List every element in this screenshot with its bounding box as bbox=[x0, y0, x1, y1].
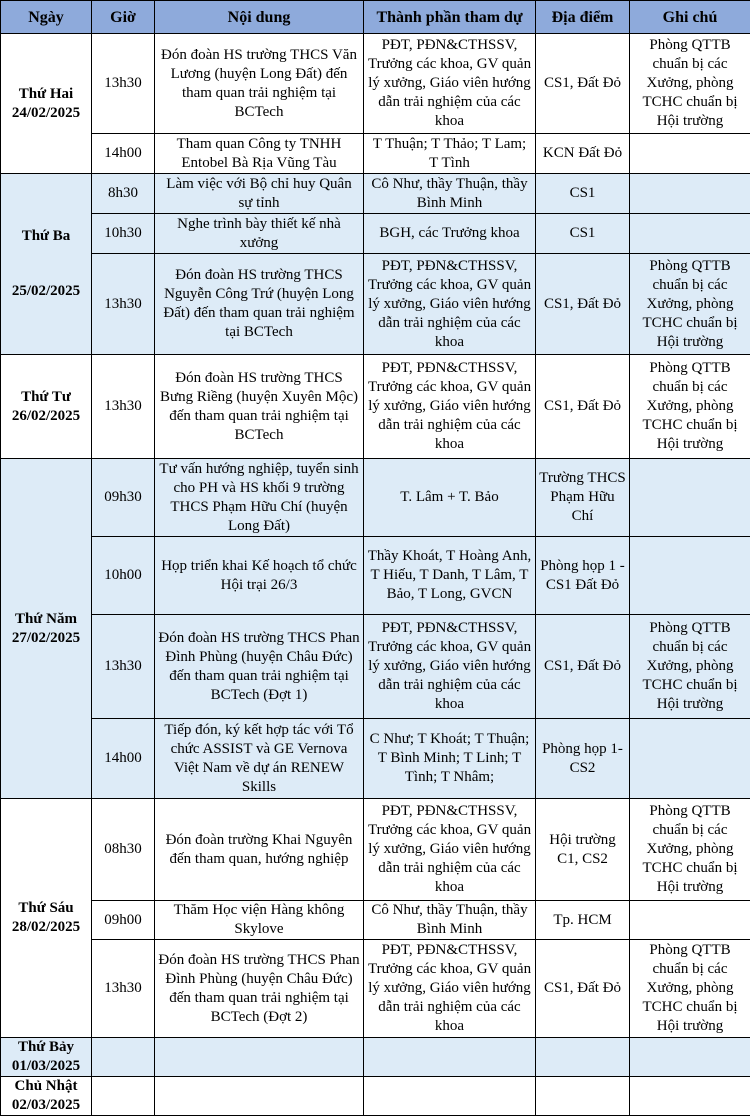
content-cell: Tư vấn hướng nghiệp, tuyển sinh cho PH và HS khối 9 trường THCS Phạm Hữu Chí (huyện Long Đất) bbox=[155, 459, 364, 537]
day-name: Thứ Sáu bbox=[18, 900, 73, 916]
content-cell: Đón đoàn HS trường THCS Văn Lương (huyện Long Đất) đến tham quan trải nghiệm tại BCTech bbox=[155, 34, 364, 134]
time-cell: 13h30 bbox=[92, 615, 155, 719]
note-cell: Phòng QTTB chuẩn bị các Xưởng, phòng TCHC chuẩn bị Hội trường bbox=[630, 34, 750, 134]
table-row bbox=[1, 355, 750, 459]
note-cell bbox=[630, 459, 750, 537]
time-cell: 09h00 bbox=[92, 901, 155, 940]
location-cell bbox=[536, 1077, 630, 1116]
day-date: 02/03/2025 bbox=[12, 1097, 80, 1113]
participants-cell: PĐT, PĐN&CTHSSV, Trưởng các khoa, GV quản lý xưởng, Giáo viên hướng dẫn trải nghiệm của các khoa bbox=[364, 799, 536, 901]
content-cell: Đón đoàn HS trường THCS Nguyễn Công Trứ (huyện Long Đất) đến tham quan trải nghiệm tại BCTech bbox=[155, 254, 364, 355]
day-cell-saturday bbox=[1, 1038, 92, 1077]
table-row bbox=[1, 799, 750, 901]
header-day: Ngày bbox=[1, 1, 92, 34]
note-cell: Phòng QTTB chuẩn bị các Xưởng, phòng TCHC chuẩn bị Hội trường bbox=[630, 615, 750, 719]
note-cell bbox=[630, 174, 750, 214]
location-cell: CS1, Đất Đỏ bbox=[536, 34, 630, 134]
table-row bbox=[1, 1038, 750, 1077]
day-name: Thứ Tư bbox=[21, 389, 71, 405]
participants-cell: BGH, các Trưởng khoa bbox=[364, 214, 536, 254]
table-row bbox=[1, 615, 750, 719]
time-cell: 10h00 bbox=[92, 537, 155, 615]
participants-cell: PĐT, PĐN&CTHSSV, Trưởng các khoa, GV quản lý xưởng, Giáo viên hướng dẫn trải nghiệm của các khoa bbox=[364, 254, 536, 355]
participants-cell: Cô Như, thầy Thuận, thầy Bình Minh bbox=[364, 174, 536, 214]
content-cell: Nghe trình bày thiết kế nhà xưởng bbox=[155, 214, 364, 254]
table-row bbox=[1, 174, 750, 214]
note-cell: Phòng QTTB chuẩn bị các Xưởng, phòng TCHC chuẩn bị Hội trường bbox=[630, 940, 750, 1038]
day-cell-tuesday bbox=[1, 174, 92, 355]
participants-cell bbox=[364, 1038, 536, 1077]
table-row bbox=[1, 901, 750, 940]
location-cell bbox=[536, 1038, 630, 1077]
time-cell: 13h30 bbox=[92, 940, 155, 1038]
day-cell-wednesday bbox=[1, 355, 92, 459]
header-time: Giờ bbox=[92, 1, 155, 34]
note-cell bbox=[630, 537, 750, 615]
content-cell: Đón đoàn HS trường THCS Phan Đình Phùng (huyện Châu Đức) đến tham quan trải nghiệm tại BCTech (Đợt 1) bbox=[155, 615, 364, 719]
note-cell bbox=[630, 1077, 750, 1116]
location-cell: CS1 bbox=[536, 214, 630, 254]
time-cell: 10h30 bbox=[92, 214, 155, 254]
participants-cell: Thầy Khoát, T Hoàng Anh, T Hiếu, T Danh, T Lâm, T Bảo, T Long, GVCN bbox=[364, 537, 536, 615]
day-date: 27/02/2025 bbox=[12, 630, 80, 646]
content-cell bbox=[155, 1077, 364, 1116]
table-row bbox=[1, 254, 750, 355]
location-cell: CS1, Đất Đỏ bbox=[536, 254, 630, 355]
table-row bbox=[1, 1077, 750, 1116]
note-cell: Phòng QTTB chuẩn bị các Xưởng, phòng TCHC chuẩn bị Hội trường bbox=[630, 799, 750, 901]
header-note: Ghi chú bbox=[630, 1, 750, 34]
time-cell: 13h30 bbox=[92, 34, 155, 134]
day-date: 24/02/2025 bbox=[12, 105, 80, 121]
content-cell: Tham quan Công ty TNHH Entobel Bà Rịa Vũng Tàu bbox=[155, 134, 364, 174]
table-row bbox=[1, 134, 750, 174]
participants-cell: T Thuận; T Thảo; T Lam; T Tình bbox=[364, 134, 536, 174]
day-cell-thursday bbox=[1, 459, 92, 799]
location-cell: CS1, Đất Đỏ bbox=[536, 615, 630, 719]
location-cell: CS1, Đất Đỏ bbox=[536, 940, 630, 1038]
location-cell: Phòng họp 1 - CS1 Đất Đỏ bbox=[536, 537, 630, 615]
time-cell: 08h30 bbox=[92, 799, 155, 901]
participants-cell bbox=[364, 1077, 536, 1116]
note-cell: Phòng QTTB chuẩn bị các Xưởng, phòng TCHC chuẩn bị Hội trường bbox=[630, 254, 750, 355]
location-cell: KCN Đất Đỏ bbox=[536, 134, 630, 174]
participants-cell: PĐT, PĐN&CTHSSV, Trưởng các khoa, GV quản lý xưởng, Giáo viên hướng dẫn trải nghiệm của các khoa bbox=[364, 34, 536, 134]
time-cell: 13h30 bbox=[92, 355, 155, 459]
day-cell-sunday bbox=[1, 1077, 92, 1116]
day-name: Thứ Bảy bbox=[18, 1039, 74, 1055]
day-date: 28/02/2025 bbox=[12, 919, 80, 935]
content-cell: Đón đoàn HS trường THCS Bưng Riềng (huyện Xuyên Mộc) đến tham quan trải nghiệm tại BCTech bbox=[155, 355, 364, 459]
header-content: Nội dung bbox=[155, 1, 364, 34]
time-cell bbox=[92, 1038, 155, 1077]
note-cell bbox=[630, 1038, 750, 1077]
time-cell: 13h30 bbox=[92, 254, 155, 355]
note-cell: Phòng QTTB chuẩn bị các Xưởng, phòng TCHC chuẩn bị Hội trường bbox=[630, 355, 750, 459]
header-participants: Thành phần tham dự bbox=[364, 1, 536, 34]
note-cell bbox=[630, 901, 750, 940]
time-cell: 14h00 bbox=[92, 719, 155, 799]
location-cell: CS1, Đất Đỏ bbox=[536, 355, 630, 459]
participants-cell: Cô Như, thầy Thuận, thầy Bình Minh bbox=[364, 901, 536, 940]
participants-cell: PĐT, PĐN&CTHSSV, Trưởng các khoa, GV quản lý xưởng, Giáo viên hướng dẫn trải nghiệm của các khoa bbox=[364, 615, 536, 719]
time-cell: 14h00 bbox=[92, 134, 155, 174]
participants-cell: PĐT, PĐN&CTHSSV, Trưởng các khoa, GV quản lý xưởng, Giáo viên hướng dẫn trải nghiệm của các khoa bbox=[364, 355, 536, 459]
table-row bbox=[1, 214, 750, 254]
time-cell: 8h30 bbox=[92, 174, 155, 214]
location-cell: Tp. HCM bbox=[536, 901, 630, 940]
day-date: 01/03/2025 bbox=[12, 1058, 80, 1074]
note-cell bbox=[630, 719, 750, 799]
content-cell: Đón đoàn HS trường THCS Phan Đình Phùng (huyện Châu Đức) đến tham quan trải nghiệm tại BCTech (Đợt 2) bbox=[155, 940, 364, 1038]
content-cell: Thăm Học viện Hàng không Skylove bbox=[155, 901, 364, 940]
location-cell: Hội trường C1, CS2 bbox=[536, 799, 630, 901]
location-cell: Phòng họp 1-CS2 bbox=[536, 719, 630, 799]
day-name: Thứ Năm bbox=[15, 611, 77, 627]
content-cell: Tiếp đón, ký kết hợp tác với Tổ chức ASSIST và GE Vernova Việt Nam về dự án RENEW Skills bbox=[155, 719, 364, 799]
table-row bbox=[1, 940, 750, 1038]
note-cell bbox=[630, 134, 750, 174]
table-row bbox=[1, 537, 750, 615]
location-cell: Trường THCS Phạm Hữu Chí bbox=[536, 459, 630, 537]
content-cell: Họp triển khai Kế hoạch tổ chức Hội trại 26/3 bbox=[155, 537, 364, 615]
participants-cell: T. Lâm + T. Bảo bbox=[364, 459, 536, 537]
header-location: Địa điểm bbox=[536, 1, 630, 34]
content-cell: Đón đoàn trường Khai Nguyên đến tham quan, hướng nghiệp bbox=[155, 799, 364, 901]
table-row bbox=[1, 459, 750, 537]
day-name: Thứ Ba bbox=[22, 228, 71, 244]
day-cell-friday bbox=[1, 799, 92, 1038]
content-cell: Làm việc với Bộ chỉ huy Quân sự tỉnh bbox=[155, 174, 364, 214]
table-row bbox=[1, 34, 750, 134]
time-cell: 09h30 bbox=[92, 459, 155, 537]
time-cell bbox=[92, 1077, 155, 1116]
day-name: Chủ Nhật bbox=[15, 1078, 78, 1094]
header-row bbox=[1, 1, 750, 34]
participants-cell: PĐT, PĐN&CTHSSV, Trưởng các khoa, GV quản lý xưởng, Giáo viên hướng dẫn trải nghiệm của các khoa bbox=[364, 940, 536, 1038]
participants-cell: C Như; T Khoát; T Thuận; T Bình Minh; T Linh; T Tình; T Nhâm; bbox=[364, 719, 536, 799]
day-date: 25/02/2025 bbox=[12, 283, 80, 299]
table-row bbox=[1, 719, 750, 799]
day-name: Thứ Hai bbox=[19, 86, 73, 102]
location-cell: CS1 bbox=[536, 174, 630, 214]
day-date: 26/02/2025 bbox=[12, 408, 80, 424]
day-cell-monday bbox=[1, 34, 92, 174]
note-cell bbox=[630, 214, 750, 254]
content-cell bbox=[155, 1038, 364, 1077]
